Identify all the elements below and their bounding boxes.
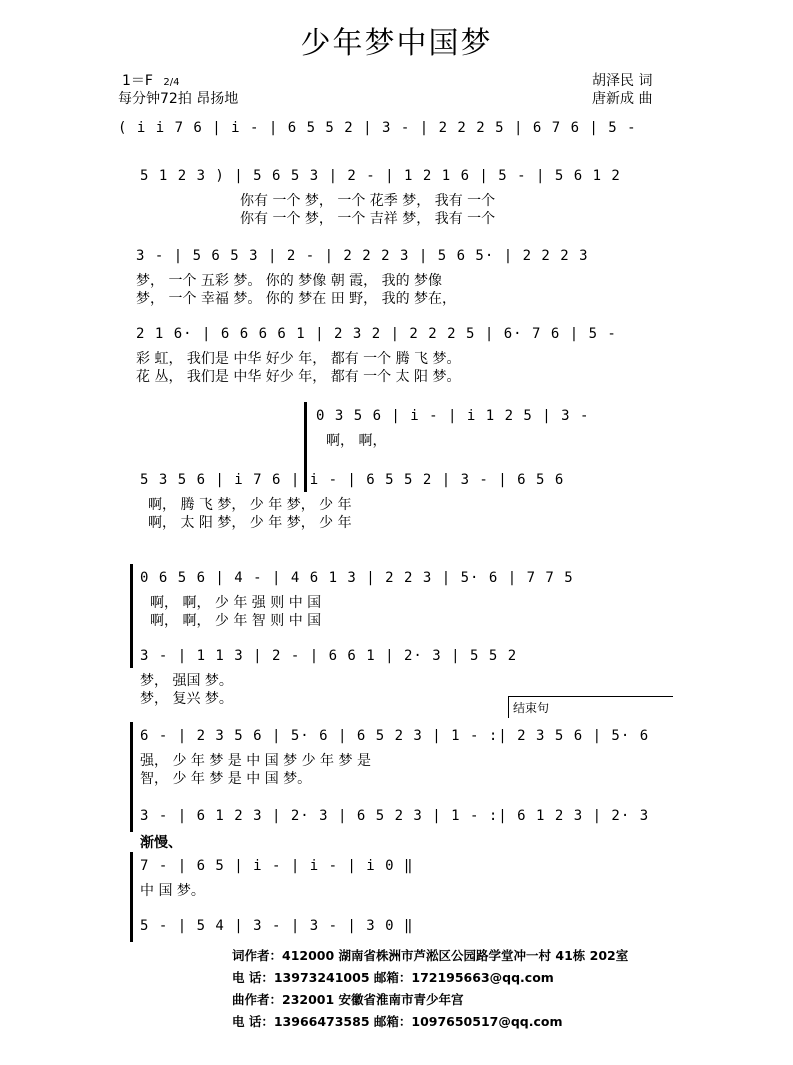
score-row-7 xyxy=(140,570,670,628)
notes: 3 - | 6 1 2 3 | 2· 3 | 6 5 2 3 | 1 - :| 6 1 2 3 | 2· 3 xyxy=(140,808,650,824)
key-signature xyxy=(122,70,180,90)
lyricist-address: 词作者：412000 湖南省株洲市芦淞区公园路学堂冲一村 41栋 202室 xyxy=(232,948,629,963)
lyric-line-2: 你有 一个 梦， 一个 吉祥 梦， 我有 一个 xyxy=(240,211,496,227)
score-row-1 xyxy=(118,120,670,142)
system-brace xyxy=(130,852,133,942)
score-row-12 xyxy=(140,918,540,940)
system-brace xyxy=(130,722,133,832)
score-row-11 xyxy=(140,858,540,898)
notes: 2 1 6· | 6 6 6 6 1 | 2 3 2 | 2 2 2 5 | 6· 7 6 | 5 - xyxy=(136,326,617,342)
composer: 唐新成 曲 xyxy=(592,91,653,107)
notes: 0 6 5 6 | 4 - | 4 6 1 3 | 2 2 3 | 5· 6 | 7 7 5 xyxy=(140,570,574,586)
lyric-line-1: 你有 一个 梦， 一个 花季 梦， 我有 一个 xyxy=(240,193,496,209)
notes: 3 - | 5 6 5 3 | 2 - | 2 2 2 3 | 5 6 5· | 2 2 2 3 xyxy=(136,248,589,264)
lyric-line-1: 啊， 啊， 少 年 强 则 中 国 xyxy=(150,595,322,611)
lyric-line-2: 啊， 太 阳 梦， 少 年 梦， 少 年 xyxy=(148,515,352,531)
score-row-2 xyxy=(118,168,670,226)
lyricist: 胡泽民 词 xyxy=(592,73,653,89)
system-brace xyxy=(130,564,133,668)
composer-address: 曲作者：232001 安徽省淮南市青少年宫 xyxy=(232,992,464,1007)
tempo: 每分钟72拍 昂扬地 xyxy=(118,91,239,107)
score-row-4 xyxy=(118,326,670,384)
page-title: 少年梦中国梦 xyxy=(300,26,493,61)
key-text: 1＝F xyxy=(122,73,153,89)
lyric-line-2: 梦， 复兴 梦。 xyxy=(140,691,233,707)
score-row-5 xyxy=(316,408,670,448)
time-signature: 2/4 xyxy=(163,77,180,88)
notes: 5 - | 5 4 | 3 - | 3 - | 3 0 ‖ xyxy=(140,918,414,934)
score-row-10 xyxy=(140,808,670,830)
lyric-line-1: 中 国 梦。 xyxy=(140,883,205,899)
lyric-line-1: 彩 虹， 我们是 中华 好少 年， 都有 一个 腾 飞 梦。 xyxy=(136,351,461,367)
notes: ( i i 7 6 | i - | 6 5 5 2 | 3 - | 2 2 2 5 | 6 7 6 | 5 - xyxy=(118,120,637,136)
notes: 5 1 2 3 ) | 5 6 5 3 | 2 - | 1 2 1 6 | 5 - | 5 6 1 2 xyxy=(140,168,621,184)
notes: 6 - | 2 3 5 6 | 5· 6 | 6 5 2 3 | 1 - :| 2 3 5 6 | 5· 6 xyxy=(140,728,650,744)
lyric-line-1: 梦， 一个 五彩 梦。 你的 梦像 朝 霞， 我的 梦像 xyxy=(136,273,443,289)
score-row-9 xyxy=(140,728,670,786)
notes: 5 3 5 6 | i 7 6 | i - | 6 5 5 2 | 3 - | 6 5 6 xyxy=(140,472,565,488)
lyric-line-1: 梦， 强国 梦。 xyxy=(140,673,233,689)
lyric-line-2: 花 丛， 我们是 中华 好少 年， 都有 一个 太 阳 梦。 xyxy=(136,369,461,385)
score-row-6 xyxy=(118,472,670,530)
notes: 0 3 5 6 | i - | i 1 2 5 | 3 - xyxy=(316,408,590,424)
score-row-3 xyxy=(118,248,670,306)
notes: 7 - | 6 5 | i - | i - | i 0 ‖ xyxy=(140,858,414,874)
notes: 3 - | 1 1 3 | 2 - | 6 6 1 | 2· 3 | 5 5 2 xyxy=(140,648,518,664)
lyric-line-1: 强， 少 年 梦 是 中 国 梦 少 年 梦 是 xyxy=(140,753,371,769)
lyric-line-1: 啊， 腾 飞 梦， 少 年 梦， 少 年 xyxy=(148,497,352,513)
lyric-line-1: 啊， 啊， xyxy=(326,433,387,449)
lyric-line-2: 梦， 一个 幸福 梦。 你的 梦在 田 野， 我的 梦在， xyxy=(136,291,457,307)
composer-contact: 电 话：13966473585 邮箱：1097650517@qq.com xyxy=(232,1014,563,1029)
lyric-line-2: 啊， 啊， 少 年 智 则 中 国 xyxy=(150,613,322,629)
ending-label: 结束句 xyxy=(508,696,673,718)
tempo-change-label: 渐慢、 xyxy=(140,835,182,851)
lyric-line-2: 智， 少 年 梦 是 中 国 梦。 xyxy=(140,771,312,787)
lyricist-contact: 电 话：13973241005 邮箱：172195663@qq.com xyxy=(232,970,554,985)
